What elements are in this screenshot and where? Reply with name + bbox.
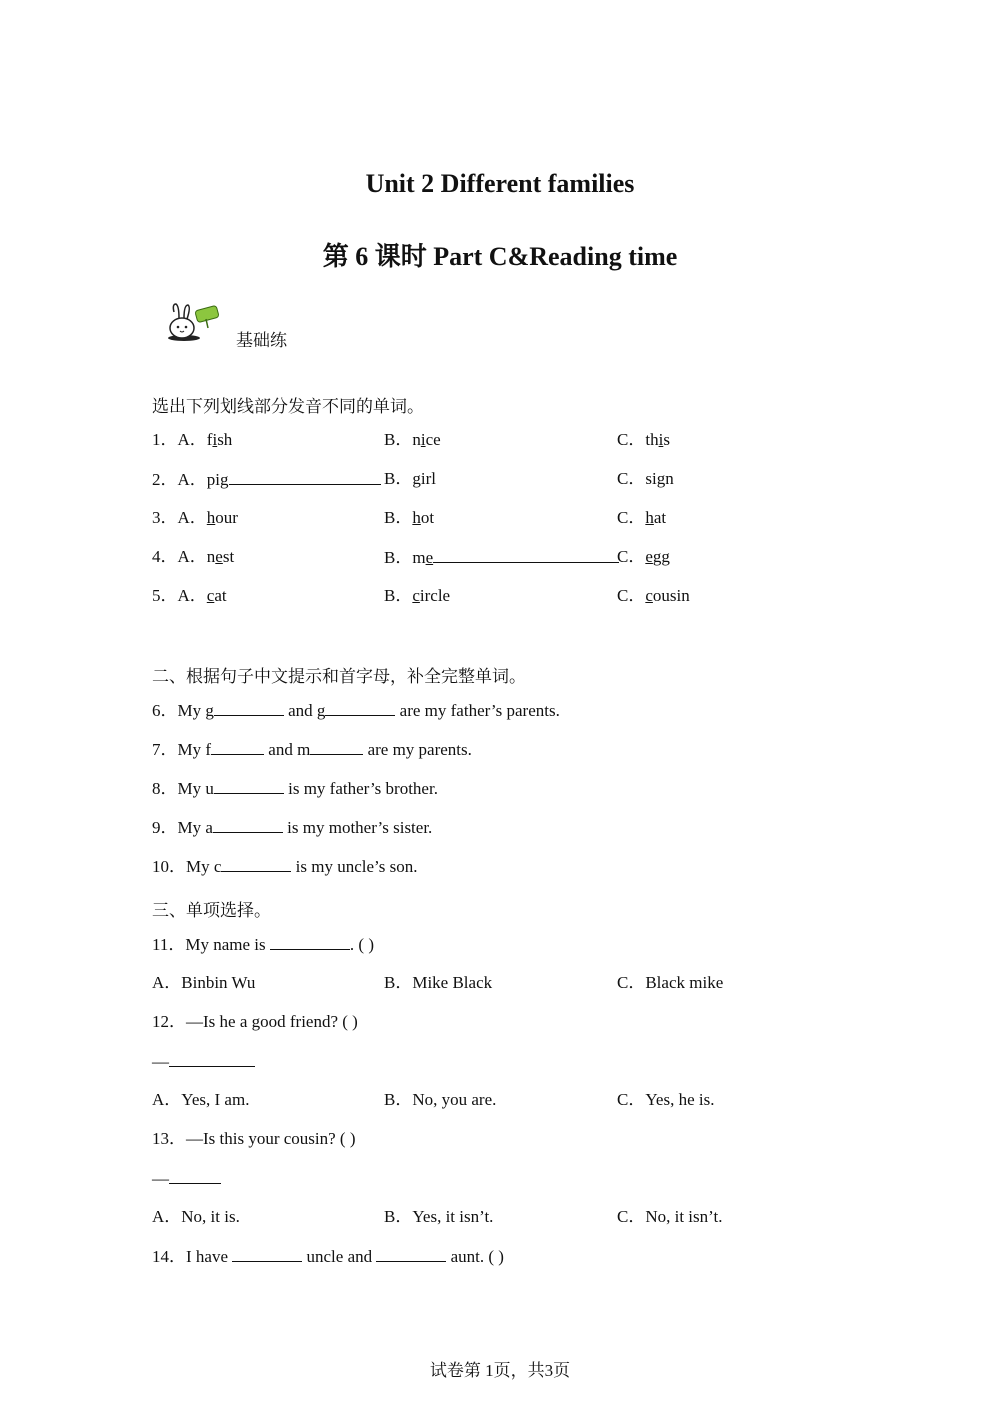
question-row-7: 7．My f and m are my parents.: [152, 737, 472, 761]
answer-blank[interactable]: [214, 698, 284, 716]
answer-blank[interactable]: [169, 1049, 255, 1067]
answer-blank[interactable]: [221, 854, 291, 872]
option-a[interactable]: A．Binbin Wu: [152, 973, 256, 992]
question-row-6: 6．My g and g are my father’s parents.: [152, 698, 560, 722]
answer-blank[interactable]: [376, 1244, 446, 1262]
question-row-11: 11．My name is . ( ): [152, 932, 374, 956]
answer-blank[interactable]: [310, 737, 363, 755]
answer-blank[interactable]: [211, 737, 264, 755]
answer-blank[interactable]: [213, 815, 283, 833]
question-row-13: 13．—Is this your cousin? ( ): [152, 1129, 356, 1148]
section-badge-label: 基础练: [236, 331, 287, 351]
section3-heading: 三、单项选择。: [152, 901, 271, 921]
lesson-subtitle: 第 6 课时 Part C&Reading time: [322, 242, 678, 271]
question-row-8: 8．My u is my father’s brother.: [152, 776, 438, 800]
answer-blank[interactable]: [214, 776, 284, 794]
answer-blank[interactable]: [232, 1244, 302, 1262]
answer-blank[interactable]: [169, 1166, 221, 1184]
reply-row-12: —: [152, 1049, 255, 1073]
page-footer: 试卷第 1页，共3页: [429, 1361, 571, 1380]
option-b[interactable]: B．Yes, it isn’t.: [384, 1207, 494, 1226]
question-row-9: 9．My a is my mother’s sister.: [152, 815, 432, 839]
rabbit-mascot-icon: [166, 302, 222, 349]
answer-blank[interactable]: [270, 932, 350, 950]
question-row-12: 12．—Is he a good friend? ( ): [152, 1012, 358, 1031]
reply-row-13: —: [152, 1166, 221, 1190]
section2-heading: 二、根据句子中文提示和首字母，补全完整单词。: [152, 667, 526, 687]
answer-blank[interactable]: [433, 545, 619, 563]
option-c[interactable]: C．No, it isn’t.: [617, 1207, 723, 1226]
option-b[interactable]: B．Mike Black: [384, 973, 493, 992]
answer-blank[interactable]: [325, 698, 395, 716]
question-row-14: 14．I have uncle and aunt. ( ): [152, 1244, 504, 1268]
question-row-10: 10．My c is my uncle’s son.: [152, 854, 418, 878]
section1-heading: 选出下列划线部分发音不同的单词。: [152, 397, 424, 417]
option-c[interactable]: C．Black mike: [617, 973, 724, 992]
answer-blank[interactable]: [229, 467, 381, 485]
option-b[interactable]: B．No, you are.: [384, 1090, 497, 1109]
option-a[interactable]: A．No, it is.: [152, 1207, 240, 1226]
option-c[interactable]: C．Yes, he is.: [617, 1090, 715, 1109]
option-a[interactable]: A．Yes, I am.: [152, 1090, 250, 1109]
page-title: Unit 2 Different families: [365, 169, 635, 198]
